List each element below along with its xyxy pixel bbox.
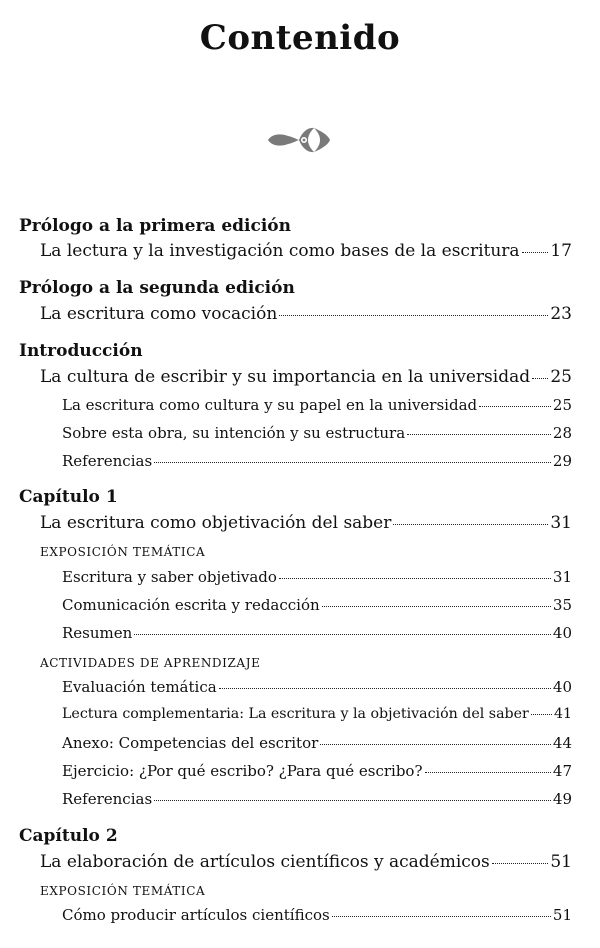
toc-entry-page: 29	[552, 452, 572, 470]
toc-entry-label: La elaboración de artículos científicos y académicos	[40, 852, 490, 872]
toc-entry-label: La escritura como objetivación del saber	[40, 513, 392, 533]
toc-subentry	[62, 596, 572, 614]
dot-leader	[479, 406, 551, 407]
toc-subentry	[62, 396, 572, 414]
toc-subentry	[62, 624, 572, 642]
toc-entry-label: Sobre esta obra, su intención y su estructura	[62, 424, 406, 442]
toc-entry-page: 23	[550, 304, 572, 324]
section-heading: Prólogo a la segunda edición	[19, 278, 295, 298]
toc-subentry	[62, 762, 572, 780]
toc-entry-page: 40	[552, 624, 572, 642]
toc-subentry	[62, 452, 572, 470]
toc-entry	[40, 304, 572, 324]
toc-entry-page: 31	[550, 513, 572, 533]
dot-leader	[320, 744, 551, 745]
toc-entry-page: 44	[552, 734, 572, 752]
toc-entry-page: 49	[552, 790, 572, 808]
toc-subentry	[62, 678, 572, 696]
section-heading: Prólogo a la primera edición	[19, 216, 292, 236]
toc-subentry	[62, 734, 572, 752]
toc-subentry	[62, 790, 572, 808]
dot-leader	[332, 916, 551, 917]
chapter-heading: Capítulo 2	[19, 826, 118, 846]
toc-entry-page: 35	[552, 596, 572, 614]
toc-entry-page: 17	[550, 241, 572, 261]
toc-subentry	[62, 706, 572, 722]
toc-entry-page: 28	[552, 424, 572, 442]
toc-entry	[40, 367, 572, 387]
section-heading: Introducción	[19, 341, 143, 361]
page-title: Contenido	[199, 18, 401, 58]
dot-leader	[522, 252, 549, 253]
toc-entry-page: 51	[550, 852, 572, 872]
subsection-label: EXPOSICIÓN TEMÁTICA	[40, 884, 206, 898]
toc-entry-label: La cultura de escribir y su importancia en la universidad	[40, 367, 531, 387]
dot-leader	[154, 462, 551, 463]
toc-entry-label: Referencias	[62, 452, 153, 470]
toc-entry-page: 25	[550, 367, 572, 387]
dot-leader	[407, 434, 551, 435]
fleuron-ornament-icon	[266, 122, 332, 158]
toc-entry-page: 40	[552, 678, 572, 696]
dot-leader	[154, 800, 551, 801]
toc-entry-label: Anexo: Competencias del escritor	[62, 734, 319, 752]
toc-entry	[40, 513, 572, 533]
toc-entry-label: Escritura y saber objetivado	[62, 568, 277, 586]
dot-leader	[531, 714, 552, 715]
dot-leader	[393, 524, 548, 525]
dot-leader	[279, 578, 551, 579]
toc-entry-label: Referencias	[62, 790, 153, 808]
dot-leader	[279, 315, 548, 316]
dot-leader	[425, 772, 551, 773]
toc-entry-page: 51	[552, 906, 572, 924]
dot-leader	[492, 863, 549, 864]
toc-entry-label: Cómo producir artículos científicos	[62, 906, 330, 924]
dot-leader	[532, 378, 548, 379]
toc-entry-label: La lectura y la investigación como bases de la escritura	[40, 241, 520, 261]
toc-entry-label: Ejercicio: ¿Por qué escribo? ¿Para qué escribo?	[62, 762, 423, 780]
subsection-label: ACTIVIDADES DE APRENDIZAJE	[40, 656, 261, 670]
toc-entry-page: 31	[552, 568, 572, 586]
subsection-label: EXPOSICIÓN TEMÁTICA	[40, 545, 206, 559]
toc-subentry	[62, 424, 572, 442]
dot-leader	[322, 606, 551, 607]
toc-subentry	[62, 906, 572, 924]
toc-entry-label: Resumen	[62, 624, 133, 642]
toc-entry	[40, 852, 572, 872]
toc-entry-label: La escritura como cultura y su papel en la universidad	[62, 396, 478, 414]
toc-subentry	[62, 568, 572, 586]
dot-leader	[219, 688, 551, 689]
toc-entry-label: La escritura como vocación	[40, 304, 278, 324]
dot-leader	[134, 634, 551, 635]
toc-entry-page: 25	[552, 396, 572, 414]
toc-entry-label: Lectura complementaria: La escritura y la objetivación del saber	[62, 706, 529, 722]
toc-entry-page: 47	[552, 762, 572, 780]
toc-entry	[40, 241, 572, 261]
chapter-heading: Capítulo 1	[19, 487, 118, 507]
toc-entry-page: 41	[553, 706, 572, 722]
toc-entry-label: Comunicación escrita y redacción	[62, 596, 320, 614]
toc-entry-label: Evaluación temática	[62, 678, 217, 696]
